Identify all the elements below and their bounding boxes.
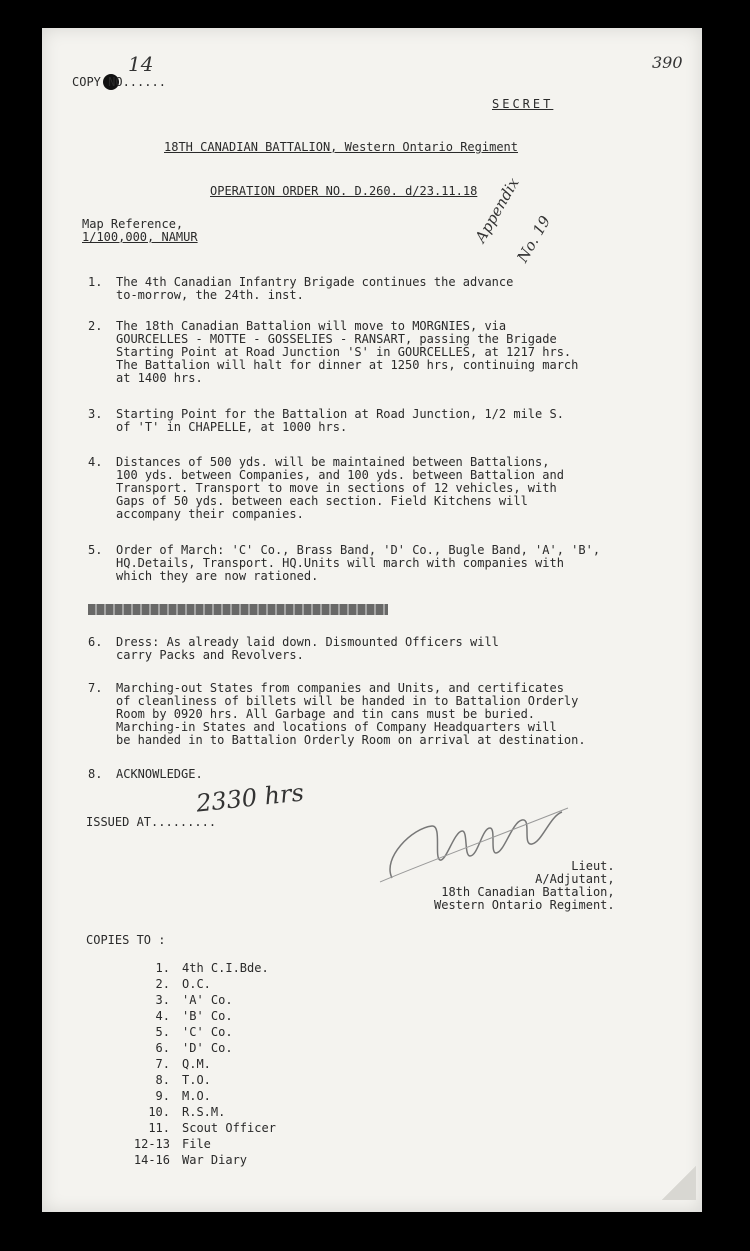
paragraph-number: 6. — [88, 635, 103, 649]
paragraph-number: 3. — [88, 407, 103, 421]
copy-list-item: 3. 'A' Co. — [155, 993, 233, 1007]
copy-list-item: 8. T.O. — [155, 1073, 211, 1087]
paragraph-number: 7. — [88, 681, 103, 695]
paragraph-number: 5. — [88, 543, 103, 557]
document-page — [42, 28, 702, 1212]
order-title: OPERATION ORDER NO. D.260. d/23.11.18 — [210, 184, 478, 198]
copy-list-item: 4. 'B' Co. — [155, 1009, 233, 1023]
signature-block: Lieut. A/Adjutant, 18th Canadian Battalion, Western Ontario Regiment. — [434, 859, 615, 912]
paragraph-number: 1. — [88, 275, 103, 289]
copy-number-handwritten: 14 — [128, 52, 154, 76]
paragraph-number: 8. — [88, 767, 103, 781]
folded-corner — [662, 1166, 696, 1200]
copies-to-label: COPIES TO : — [86, 933, 166, 947]
paragraph-6: Dress: As already laid down. Dismounted Officers will carry Packs and Revolvers. — [116, 635, 499, 662]
copy-list-item: 5. 'C' Co. — [155, 1025, 233, 1039]
appendix-number-annotation: No. 19 — [513, 212, 555, 266]
struck-out-line — [88, 604, 388, 615]
paragraph-7: Marching-out States from companies and Units, and certificates of cleanliness of billets will be handed in to Battalion Orderly Room by 0920 hrs. All Garbage and tin cans must be buried. Marching-in States and locations of Company Headquarters will be handed in to Battalion Orderly Room on arrival at destination. — [116, 681, 586, 747]
map-reference: Map Reference, 1/100,000, NAMUR — [82, 217, 198, 244]
copy-list-item: 7. Q.M. — [155, 1057, 211, 1071]
paragraph-4: Distances of 500 yds. will be maintained between Battalions, 100 yds. between Companies, and 100 yds. between Battalion and Transport. Transport to move in sections of 12 vehicles, with Gaps of 50 yds. between each section. Field Kitchens will accompany their companies. — [116, 455, 564, 521]
unit-title: 18TH CANADIAN BATTALION, Western Ontario Regiment — [164, 140, 519, 154]
paragraph-number: 4. — [88, 455, 103, 469]
copy-list-item: 2. O.C. — [155, 977, 211, 991]
paragraph-5: Order of March: 'C' Co., Brass Band, 'D' Co., Bugle Band, 'A', 'B', HQ.Details, Transport. HQ.Units will march with companies with which they are now rationed. — [116, 543, 601, 583]
copy-number-label: COPY NO...... — [72, 75, 166, 89]
page-number: 390 — [652, 53, 683, 72]
classification-mark: SECRET — [492, 97, 554, 111]
paragraph-8: ACKNOWLEDGE. — [116, 767, 203, 781]
issued-at-label: ISSUED AT......... — [86, 815, 217, 829]
paragraph-2: The 18th Canadian Battalion will move to MORGNIES, via GOURCELLES - MOTTE - GOSSELIES - RANSART, passing the Brigade Starting Point at Road Junction 'S' in GOURCELLES, at 1217 hrs. The Battalion will halt for dinner at 1250 hrs, continuing march at 1400 hrs. — [116, 319, 579, 385]
copy-list-item: 14-16 War Diary — [133, 1153, 248, 1167]
paragraph-number: 2. — [88, 319, 103, 333]
copy-list-item: 1. 4th C.I.Bde. — [155, 961, 269, 975]
copy-list-item: 10. R.S.M. — [148, 1105, 226, 1119]
issued-at-time: 2330 hrs — [194, 778, 306, 818]
appendix-annotation: Appendix — [471, 174, 523, 246]
paragraph-3: Starting Point for the Battalion at Road Junction, 1/2 mile S. of 'T' in CHAPELLE, at 1000 hrs. — [116, 407, 564, 434]
copy-list-item: 11. Scout Officer — [148, 1121, 276, 1135]
paragraph-1: The 4th Canadian Infantry Brigade continues the advance to-morrow, the 24th. inst. — [116, 275, 514, 302]
copy-list-item: 6. 'D' Co. — [155, 1041, 233, 1055]
copy-list-item: 12-13 File — [133, 1137, 211, 1151]
copy-list-item: 9. M.O. — [155, 1089, 211, 1103]
